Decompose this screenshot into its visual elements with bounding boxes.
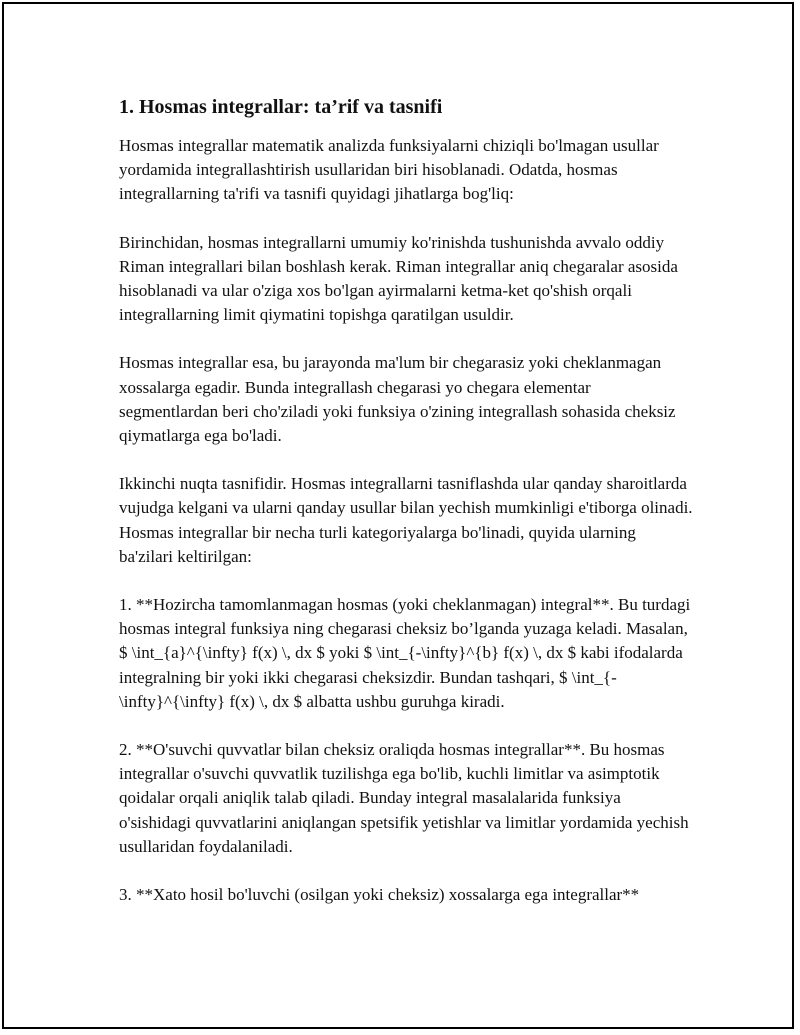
document-body	[119, 92, 694, 931]
paragraph-riemann: Birinchidan, hosmas integrallarni umumiy ko'rinishda tushunishda avvalo oddiy Riman integrallari bilan boshlash kerak. Riman integrallar aniq chegaralar asosida hisoblanadi va ular o'ziga xos bo'lgan ayirmalarni ketma-ket qo'shish orqali integrallarning limit qiymatini topishga qaratilgan usuldir.	[119, 232, 678, 325]
paragraph-classification: Ikkinchi nuqta tasnifidir. Hosmas integrallarni tasniflashda ular qanday sharoitlarda vujudga kelgani va ularni qanday usullar bilan yechish mumkinligi e'tiborga olinadi. Hosmas integrallar bir necha turli kategoriyalarga bo'linadi, quyida ularning ba'zilari keltirilgan:	[119, 474, 693, 566]
section-heading: 1. Hosmas integrallar: ta’rif va tasnifi	[119, 96, 443, 118]
paragraph-improper: Hosmas integrallar esa, bu jarayonda ma'lum bir chegarasiz yoki cheklanmagan xossalarga egadir. Bunda integrallash chegarasi yo chegara elementar segmentlardan beri cho'ziladi yoki funksiya o'zining integrallash sohasida cheksiz qiymatlarga ega bo'ladi.	[119, 353, 676, 446]
list-item-2: 2. **O'suvchi quvvatlar bilan cheksiz oraliqda hosmas integrallar**. Bu hosmas integrallar o'suvchi quvvatlik tuzilishga ega bo'lib, kuchli limitlar va asimptotik qoidalar orqali aniqlik talab qiladi. Bunday integral masalalarida funksiya o'sishidagi quvvatlarini aniqlangan spetsifik yetishlar va limitlar yordamida yechish usullaridan foydalaniladi.	[119, 740, 689, 856]
list-item-3: 3. **Xato hosil bo'luvchi (osilgan yoki cheksiz) xossalarga ega integrallar**	[119, 885, 640, 905]
paragraph-intro: Hosmas integrallar matematik analizda funksiyalarni chiziqli bo'lmagan usullar yordamida integrallashtirish usullaridan biri hisoblanadi. Odatda, hosmas integrallarning ta'rifi va tasnifi quyidagi jihatlarga bog'liq:	[119, 136, 659, 204]
list-item-1: 1. **Hozircha tamomlanmagan hosmas (yoki cheklanmagan) integral**. Bu turdagi hosmas integral funksiya ning chegarasi cheksiz bo’lganda yuzaga keladi. Masalan, $ \int_{a}^{\infty} f(x) \, dx $ yoki $ \int_{-\infty}^{b} f(x) \, dx $ kabi ifodalarda integralning bir yoki ikki chegarasi cheksizdir. Bundan tashqari, $ \int_{-\infty}^{\infty} f(x) \, dx $ albatta ushbu guruhga kiradi.	[119, 595, 691, 711]
